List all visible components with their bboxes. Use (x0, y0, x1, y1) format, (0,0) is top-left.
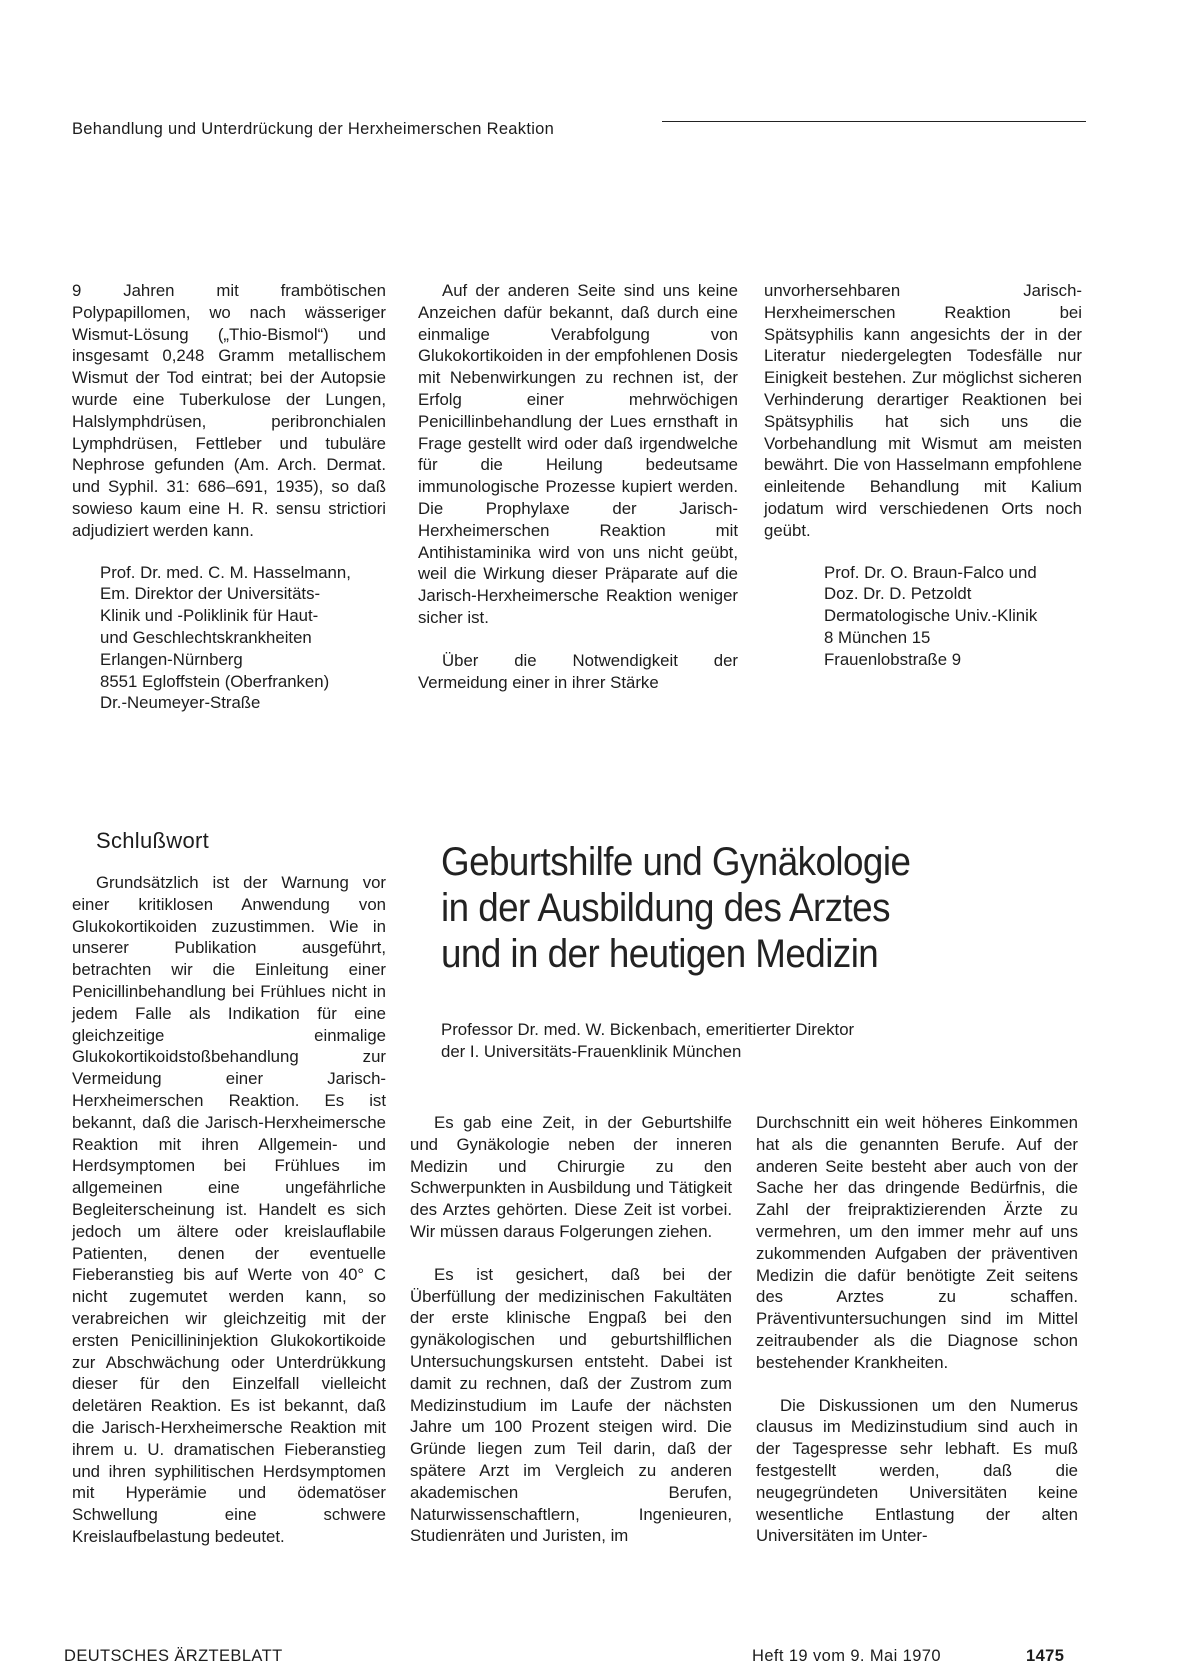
author-line: Professor Dr. med. W. Bickenbach, emeritierter Direktor (441, 1020, 855, 1039)
article-col3-paragraph: Durchschnitt ein weit höheres Einkommen hat als die genannten Berufe. Auf der anderen Seite besteht aber auch von der Sache her das dringende Bedürfnis, die Zahl der freipraktizierenden Ärzte zu vermehren, um den immer mehr auf uns zukommenden Aufgaben der präventiven Medizin die dafür benötigte Zeit seitens des Arztes zu schaffen. Präventivuntersuchungen sind im Mittel zeitraubender als die Diagnose schon bestehender Krankheiten. (756, 1113, 1078, 1372)
journal-name: DEUTSCHES ÄRZTEBLATT (64, 1647, 283, 1665)
address-line: Doz. Dr. D. Petzoldt (824, 584, 972, 604)
article-title (441, 839, 910, 977)
schlusswort-text: Grundsätzlich ist der Warnung vor einer kritiklosen Anwendung von Glukokortikoiden zuzustimmen. Wie in unserer Publikation ausgeführt, betrachten wir die Einleitung einer Penicillinbehandlung bei Frühlues nicht in jedem Falle als Indikation für eine gleichzeitige einmalige Glukokortikoidstoßbehandlung zur Vermeidung einer Jarisch-Herxheimerschen Reaktion. Es ist bekannt, daß die Jarisch-Herxheimersche Reaktion mit ihren Allgemein- und Herdsymptomen bei Frühlues im allgemeinen eine ungefährliche Begleiterscheinung ist. Handelt es sich jedoch um ältere oder kreislauflabile Patienten, denen der eventuelle Fieberanstieg bis auf Werte von 40° C nicht zugemutet werden kann, so verabreichen wir gleichzeitig mit der ersten Penicillininjektion Glukokortikoide zur Abschwächung oder Unterdrükkung dieser für den Einzelfall vielleicht deletären Reaktion. Es ist bekannt, daß die Jarisch-Herxheimersche Reaktion mit ihrem u. U. dramatischen Fieberanstieg und ihren syphilitischen Herdsymptomen mit Hyperämie und ödematöser Schwellung eine schwere Kreislaufbelastung bedeutet. (72, 873, 386, 1546)
schlusswort-heading: Schlußwort (96, 828, 210, 853)
header-rule (662, 121, 1086, 122)
top-column-2 (418, 280, 738, 693)
author-line: der I. Universitäts-Frauenklinik München (441, 1042, 742, 1061)
page-number: 1475 (1026, 1647, 1065, 1665)
address-line: Erlangen-Nürnberg (100, 649, 243, 669)
address-line: 8551 Egloffstein (Oberfranken) (100, 671, 330, 691)
address-line: Frauenlobstraße 9 (824, 649, 962, 669)
top-col2-paragraph: Auf der anderen Seite sind uns keine Anzeichen dafür bekannt, daß durch eine einmalige Verabfolgung von Glukokortikoiden in der empfohlenen Dosis mit Nebenwirkungen zu rechnen ist, der Erfolg einer mehrwöchigen Penicillinbehandlung der Lues ernsthaft in Frage gestellt wird oder daß irgendwelche für die Heilung bedeutsame immunologische Prozesse kupiert werden. Die Prophylaxe der Jarisch-Herxheimerschen Reaktion mit Antihistaminika wird von uns nicht geübt, weil die Wirkung dieser Präparate auf die Jarisch-Herxheimersche Reaktion weniger sicher ist. (418, 281, 738, 627)
address-line: Prof. Dr. med. C. M. Hasselmann, (100, 562, 351, 582)
address-line: und Geschlechtskrankheiten (100, 627, 312, 647)
article-col2-paragraph: Es gab eine Zeit, in der Geburtshilfe und Gynäkologie neben der inneren Medizin und Chirurgie zu den Schwerpunkten in Ausbildung und Tätigkeit des Arztes gehörten. Diese Zeit ist vorbei. Wir müssen daraus Folgerungen ziehen. (410, 1113, 732, 1241)
braun-falco-address (764, 562, 1082, 671)
address-line: Dr.-Neumeyer-Straße (100, 693, 261, 713)
top-column-1 (72, 280, 386, 714)
address-line: 8 München 15 (824, 627, 931, 647)
article-col3-paragraph: Die Diskussionen um den Numerus clausus im Medizinstudium sind auch in der Tagespresse sehr lebhaft. Es muß festgestellt werden, daß die neugegründeten Universitäten keine wesentliche Entlastung der alten Universitäten im Unter- (756, 1395, 1078, 1546)
top-column-3 (764, 280, 1082, 671)
article-column-2 (410, 1112, 732, 1547)
address-line: Klinik und -Poliklinik für Haut- (100, 606, 319, 626)
top-col1-paragraph: 9 Jahren mit frambötischen Polypapillomen, wo nach wässeriger Wismut-Lösung („Thio-Bismol“) und insgesamt 0,248 Gramm metallischem Wismut der Tod eintrat; bei der Autopsie wurde eine Tuberkulose der Lungen, Halslymphdrüsen, peribronchialen Lymphdrüsen, Fettleber und tubuläre Nephrose gefunden (Am. Arch. Dermat. und Syphil. 31: 686–691, 1935), so daß sowieso kaum eine H. R. sensu strictiori adjudiziert werden kann. (72, 281, 386, 540)
title-line: Geburtshilfe und Gynäkologie (441, 840, 911, 884)
title-line: und in der heutigen Medizin (441, 932, 879, 976)
article-column-3 (756, 1112, 1078, 1547)
title-line: in der Ausbildung des Arztes (441, 886, 890, 930)
article-col2-paragraph: Es ist gesichert, daß bei der Überfüllung der medizinischen Fakultäten der erste klinische Engpaß bei den gynäkologischen und geburtshilflichen Untersuchungskursen entsteht. Dabei ist damit zu rechnen, daß der Zustrom zum Medizinstudium im Laufe der nächsten Jahre um 100 Prozent steigen wird. Die Gründe liegen zum Teil darin, daß der spätere Arzt im Vergleich zu anderen akademischen Berufen, Naturwissenschaftlern, Ingenieuren, Studienräten und Juristen, im (410, 1264, 732, 1546)
issue-info: Heft 19 vom 9. Mai 1970 (752, 1647, 941, 1665)
address-line: Em. Direktor der Universitäts- (100, 584, 321, 604)
running-head: Behandlung und Unterdrückung der Herxheimerschen Reaktion (72, 120, 555, 138)
schlusswort-column (72, 872, 386, 1548)
article-author (441, 1019, 854, 1063)
top-col2-paragraph: Über die Notwendigkeit der Vermeidung einer in ihrer Stärke (418, 650, 738, 692)
top-col3-paragraph: unvorhersehbaren Jarisch-Herxheimerschen Reaktion bei Spätsyphilis kann angesichts der in der Literatur niedergelegten Todesfälle nur Einigkeit bestehen. Zur möglichst sicheren Verhinderung derartiger Reaktionen bei Spätsyphilis hat sich uns die Vorbehandlung mit Wismut am meisten bewährt. Die von Hasselmann empfohlene einleitende Behandlung mit Kalium jodatum wird verschiedenen Orts noch geübt. (764, 281, 1082, 540)
address-line: Prof. Dr. O. Braun-Falco und (824, 562, 1037, 582)
hasselmann-address (72, 562, 386, 715)
address-line: Dermatologische Univ.-Klinik (824, 606, 1038, 626)
